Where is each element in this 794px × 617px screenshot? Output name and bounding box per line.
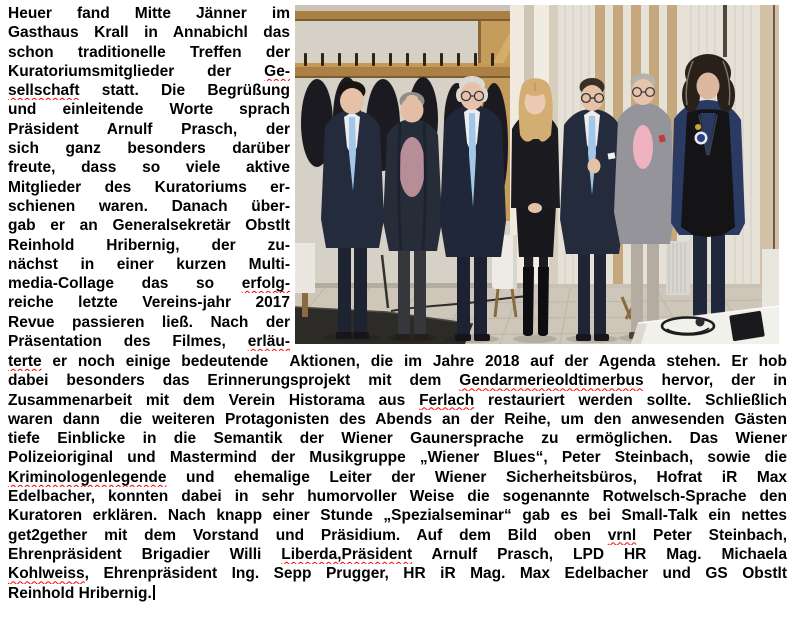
text-line: Mitglieder des Kuratoriums er- [8,178,290,196]
text-line: sellschaft statt. Die Begrüßung [8,82,290,100]
misspelled-word: erläu- [247,333,290,351]
text-line: Kriminologenlegende und ehemalige Leiter der Wiener Sicherheitsbüros, Hofrat iR Max [8,468,787,486]
text-line: Kuratoriumsmitglieder der Ge- [8,62,290,80]
text-line: Reinhold Hribernig, der zu- [8,236,290,254]
misspelled-word: erfolg- [241,275,290,293]
article-photo[interactable] [295,5,779,344]
misspelled-word: Liberda,Präsident [281,545,413,563]
text-line: sich ganz besonders darüber [8,140,290,158]
text-line: gab er an Generalsekretär Obstlt [8,217,290,235]
text-line: media-Collage das so erfolg- [8,275,290,293]
text-line: dabei besonders das Erinnerungsprojekt mit dem Gendarmerieoldtimerbus hervor, der in [8,372,787,390]
text-line: schon traditionelle Treffen der [8,43,290,61]
text-line: tiefe Einblicke in die Semantik der Wiener Gaunersprache zu ermöglichen. Das Wiener [8,430,787,448]
text-line: Ehrenpräsident Brigadier Willi Liberda,Präsident Arnulf Prasch, LPD HR Mag. Michaela [8,545,787,563]
text-line: Zusammenarbeit mit dem Verein Historama aus Ferlach restauriert werden sollte. Schließlich [8,391,787,409]
text-line: waren dann die weiteren Protagonisten des Abends an der Reihe, um den anwesenden Gästen [8,410,787,428]
text-line: freute, dass so viele aktive [8,159,290,177]
text-line: Kohlweiss, Ehrenpräsident Ing. Sepp Prugger, HR iR Mag. Max Edelbacher und GS Obstlt [8,565,787,583]
text-line: nächst in einer kurzen Multi- [8,255,290,273]
text-line: und einleitende Worte sprach [8,101,290,119]
radiator [666,241,690,295]
text-line: Reinhold Hribernig. [8,584,787,603]
text-line: schienen waren. Danach über- [8,197,290,215]
misspelled-word: Ge- [264,62,290,80]
article-body-text[interactable] [8,352,787,603]
misspelled-word: vrnl [607,526,637,544]
misspelled-word: Ferlach [419,391,475,409]
text-line: reiche letzte Vereins-jahr 2017 [8,294,290,312]
wall-paneling [295,5,510,21]
text-line: Gasthaus Krall in Annabichl das [8,24,290,42]
article-column-text[interactable] [8,4,290,351]
text-line: Kuratoren erklären. Nach knapp einer Stunde „Spezialseminar“ gab es bei Small-Talk ein nettes [8,507,787,525]
misspelled-word: Gendarmerieoldtimerbus [459,372,644,390]
text-line: Edelbacher, konnten dabei in sehr humorvoller Weise die sogenannte Rotwelsch-Sprache den [8,488,787,506]
misspelled-word: Kohlweiss [8,565,85,583]
text-line: Revue passieren ließ. Nach der [8,313,290,331]
text-cursor [153,585,155,600]
text-line: get2gether mit dem Vorstand und Präsidium. Auf dem Bild oben vrnl Peter Steinbach, [8,526,787,544]
text-line: Heuer fand Mitte Jänner im [8,5,290,22]
text-line: terte er noch einige bedeutende Aktionen, die im Jahre 2018 auf der Agenda stehen. Er hob [8,353,787,370]
text-line: Präsident Arnulf Prasch, der [8,120,290,138]
misspelled-word: Kriminologenlegende [8,468,167,486]
misspelled-word: sellschaft [8,82,80,100]
photo-illustration [295,5,779,344]
misspelled-word: terte [8,353,42,370]
text-line: Präsentation des Filmes, erläu- [8,333,290,351]
text-line: Polizeioriginal und Mastermind der Musikgruppe „Wiener Blues“, Peter Steinbach, sowie die [8,449,787,467]
